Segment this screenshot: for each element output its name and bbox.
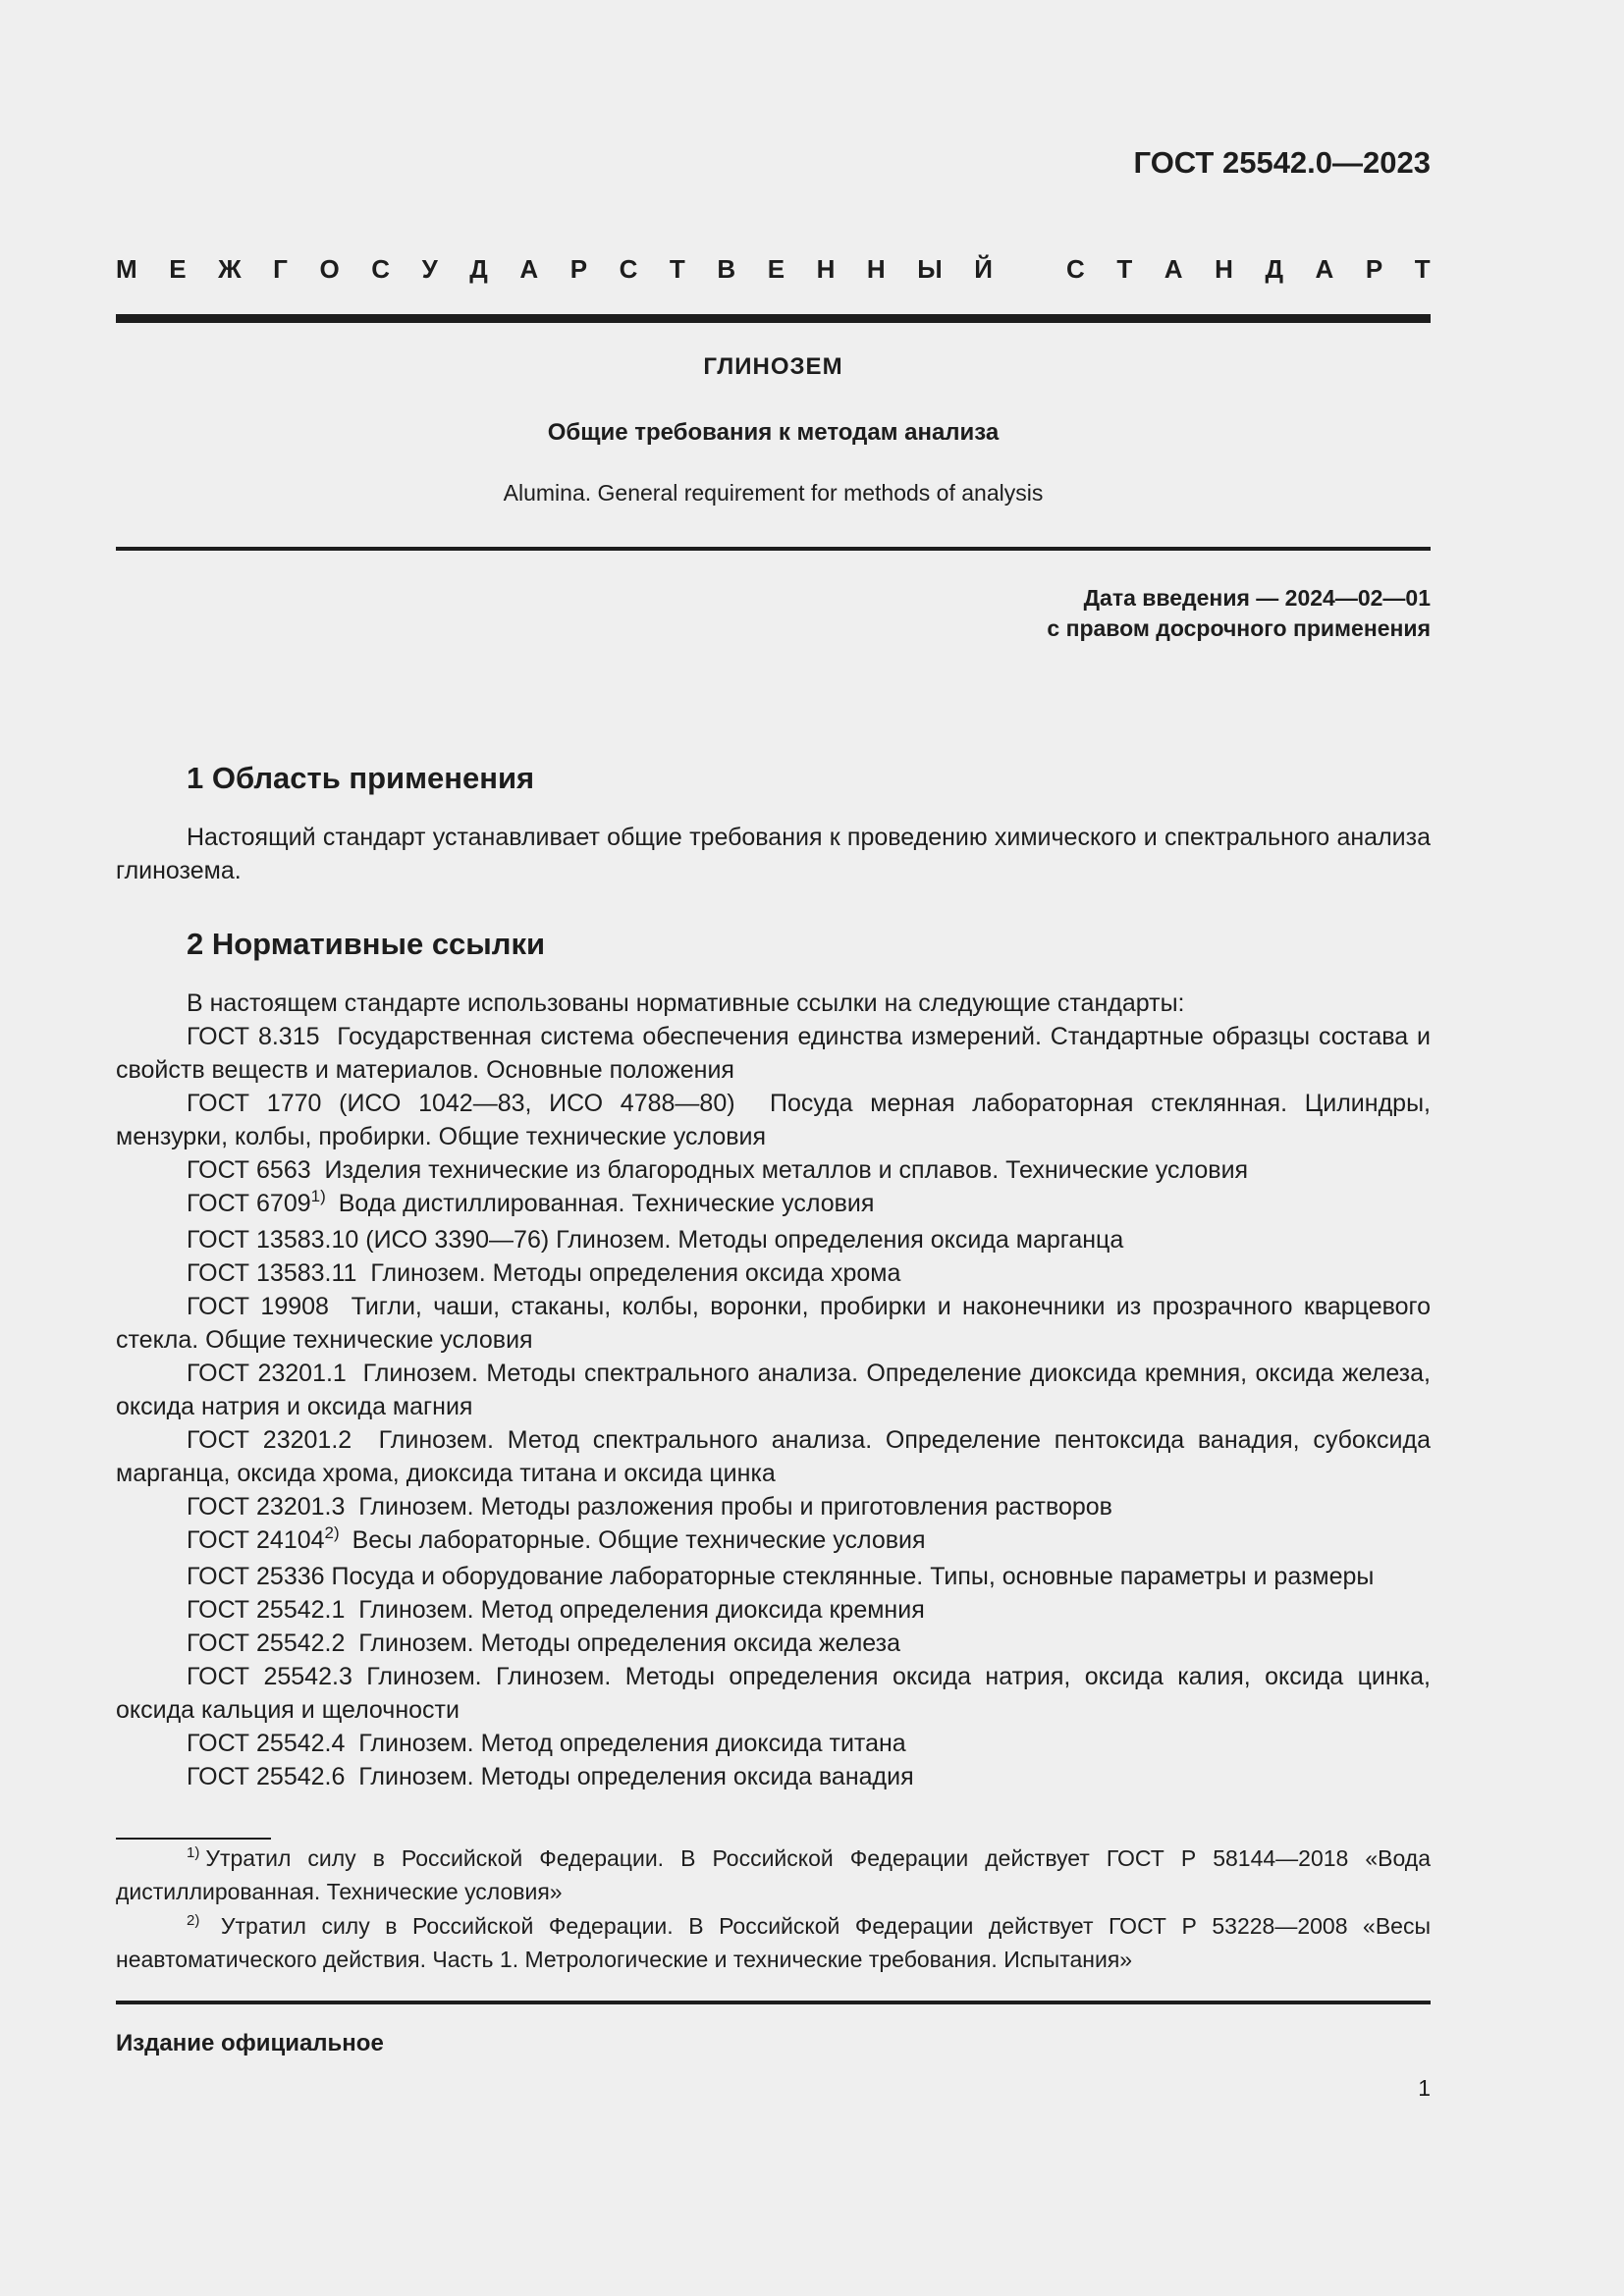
section-1-text xyxy=(116,821,1431,887)
section-1-heading: 1 Область применения xyxy=(187,761,535,795)
reference-code: ГОСТ 25542.1 xyxy=(187,1596,346,1624)
reference-item xyxy=(116,1153,1431,1187)
banner-letter: А xyxy=(1164,253,1183,284)
banner-letter: С xyxy=(1066,253,1085,284)
banner-letter: Р xyxy=(569,253,588,284)
reference-title: Глинозем. Методы определения оксида марганца xyxy=(556,1226,1124,1254)
footnote-text: Утратил силу в Российской Федерации. В Российской Федерации действует ГОСТ Р 58144—2018 «Вода дистиллированная. Технические условия» xyxy=(116,1845,1431,1904)
reference-code: ГОСТ 13583.11 xyxy=(187,1259,357,1287)
reference-title: Глинозем. Методы определения оксида хрома xyxy=(370,1259,901,1287)
reference-code: ГОСТ 23201.3 xyxy=(187,1493,346,1521)
banner-letter: Т xyxy=(1116,253,1133,284)
footnote-marker: 1) xyxy=(187,1844,200,1861)
banner-letter: М xyxy=(116,253,137,284)
banner-letter: Т xyxy=(669,253,685,284)
reference-code: ГОСТ 24104 xyxy=(187,1526,325,1554)
reference-code: ГОСТ 23201.1 xyxy=(187,1360,347,1387)
document-title: ГЛИНОЗЕМ xyxy=(703,353,843,380)
banner-letter: Й xyxy=(974,253,993,284)
reference-item xyxy=(116,1490,1431,1523)
reference-code: ГОСТ 1770 (ИСО 1042—83, ИСО 4788—80) xyxy=(187,1090,735,1117)
reference-code: ГОСТ 19908 xyxy=(187,1293,329,1320)
reference-title: Глинозем. Метод определения диоксида титана xyxy=(358,1730,906,1757)
early-application-line: с правом досрочного применения xyxy=(1047,615,1431,641)
banner-letter: О xyxy=(319,253,340,284)
introduction-date xyxy=(1047,583,1431,644)
reference-code: ГОСТ 25336 xyxy=(187,1563,325,1590)
reference-title: Тигли, чаши, стаканы, колбы, воронки, пробирки и наконечники из прозрачного кварцевого стекла. Общие технические условия xyxy=(116,1293,1431,1354)
reference-code: ГОСТ 13583.10 (ИСО 3390—76) xyxy=(187,1226,550,1254)
reference-title: Весы лабораторные. Общие технические условия xyxy=(352,1526,926,1554)
footnote-marker: 2) xyxy=(187,1912,200,1929)
reference-item xyxy=(116,1256,1431,1290)
reference-title: Глинозем. Методы определения оксида ванадия xyxy=(358,1763,914,1790)
reference-title: Глинозем. Методы спектрального анализа. Определение диоксида кремния, оксида железа, оксида натрия и оксида магния xyxy=(116,1360,1431,1420)
banner-letter: С xyxy=(619,253,638,284)
reference-title: Глинозем. Методы разложения пробы и приготовления растворов xyxy=(358,1493,1112,1521)
reference-code: ГОСТ 25542.3 xyxy=(187,1663,352,1690)
banner-letter: Ж xyxy=(218,253,242,284)
banner-letter: А xyxy=(519,253,539,284)
header-thick-rule xyxy=(116,314,1431,323)
banner-letter: С xyxy=(371,253,391,284)
document-subtitle: Общие требования к методам анализа xyxy=(547,419,1000,446)
banner-letter: Д xyxy=(1265,253,1283,284)
reference-item xyxy=(116,1290,1431,1357)
section-2-heading: 2 Нормативные ссылки xyxy=(187,927,546,961)
page-number: 1 xyxy=(1418,2075,1431,2101)
reference-item xyxy=(116,1727,1431,1760)
reference-title: Глинозем. Метод спектрального анализа. Определение пентоксида ванадия, субоксида марганца, оксида хрома, диоксида титана и оксида цинка xyxy=(116,1426,1431,1487)
banner-letter: Н xyxy=(1215,253,1233,284)
footnote xyxy=(116,1843,1431,1907)
title-rule xyxy=(116,547,1431,551)
footnote-text: Утратил силу в Российской Федерации. В Российской Федерации действует ГОСТ Р 53228—2008 «Весы неавтоматического действия. Часть 1. Метрологические и технические требования. Испытания» xyxy=(116,1913,1432,1972)
reference-item xyxy=(116,1223,1431,1256)
banner-letter: Р xyxy=(1365,253,1383,284)
english-title: Alumina. General requirement for methods of analysis xyxy=(503,480,1044,506)
footnotes xyxy=(116,1843,1431,1979)
reference-item xyxy=(116,1627,1431,1660)
reference-title: Вода дистиллированная. Технические условия xyxy=(338,1190,875,1217)
reference-code: ГОСТ 6563 xyxy=(187,1156,311,1184)
interstate-standard-banner xyxy=(116,251,1431,287)
banner-letter: Г xyxy=(273,253,288,284)
banner-letter: Е xyxy=(767,253,785,284)
reference-item xyxy=(116,1357,1431,1423)
reference-title: Глинозем. Глинозем. Методы определения оксида натрия, оксида калия, оксида цинка, оксида кальция и щелочности xyxy=(116,1663,1431,1724)
banner-letter: Н xyxy=(816,253,836,284)
reference-title: Глинозем. Методы определения оксида железа xyxy=(358,1629,901,1657)
introduction-date-line: Дата введения — 2024—02—01 xyxy=(1083,585,1431,611)
footnote-separator xyxy=(116,1838,271,1840)
reference-code: ГОСТ 23201.2 xyxy=(187,1426,352,1454)
reference-code: ГОСТ 6709 xyxy=(187,1190,311,1217)
reference-code: ГОСТ 25542.4 xyxy=(187,1730,346,1757)
reference-item xyxy=(116,1523,1431,1560)
reference-code: ГОСТ 25542.6 xyxy=(187,1763,346,1790)
footer-rule xyxy=(116,2001,1431,2004)
reference-code: ГОСТ 8.315 xyxy=(187,1023,320,1050)
banner-letter: Ы xyxy=(917,253,943,284)
banner-letter: А xyxy=(1315,253,1334,284)
reference-item xyxy=(116,1760,1431,1793)
reference-title: Посуда мерная лабораторная стеклянная. Цилиндры, мензурки, колбы, пробирки. Общие технические условия xyxy=(116,1090,1431,1150)
banner-letter: В xyxy=(717,253,736,284)
reference-title: Посуда и оборудование лабораторные стеклянные. Типы, основные параметры и размеры xyxy=(331,1563,1375,1590)
footnote-marker: 2) xyxy=(324,1523,340,1542)
reference-item xyxy=(116,1593,1431,1627)
references-intro: В настоящем стандарте использованы нормативные ссылки на следующие стандарты: xyxy=(187,989,1185,1017)
reference-item xyxy=(116,1187,1431,1223)
footnote xyxy=(116,1911,1431,1975)
document-page xyxy=(116,0,1431,2296)
banner-letter: Н xyxy=(866,253,886,284)
banner-letter: Д xyxy=(469,253,488,284)
reference-title: Государственная система обеспечения единства измерений. Стандартные образцы состава и свойств веществ и материалов. Основные положения xyxy=(116,1023,1431,1084)
reference-title: Глинозем. Метод определения диоксида кремния xyxy=(358,1596,925,1624)
reference-code: ГОСТ 25542.2 xyxy=(187,1629,346,1657)
banner-letter: У xyxy=(421,253,438,284)
document-number: ГОСТ 25542.0—2023 xyxy=(1133,145,1431,180)
banner-letter: Е xyxy=(169,253,187,284)
official-edition-label: Издание официальное xyxy=(116,2030,384,2056)
reference-item xyxy=(116,1423,1431,1490)
banner-letter: Т xyxy=(1414,253,1431,284)
reference-item xyxy=(116,1660,1431,1727)
reference-item xyxy=(116,1087,1431,1153)
reference-item xyxy=(116,1020,1431,1087)
normative-references-list xyxy=(116,987,1431,1793)
scope-paragraph: Настоящий стандарт устанавливает общие требования к проведению химического и спектрального анализа глинозема. xyxy=(116,824,1431,884)
reference-item xyxy=(116,1560,1431,1593)
footnote-marker: 1) xyxy=(310,1187,326,1205)
reference-title: Изделия технические из благородных металлов и сплавов. Технические условия xyxy=(324,1156,1249,1184)
